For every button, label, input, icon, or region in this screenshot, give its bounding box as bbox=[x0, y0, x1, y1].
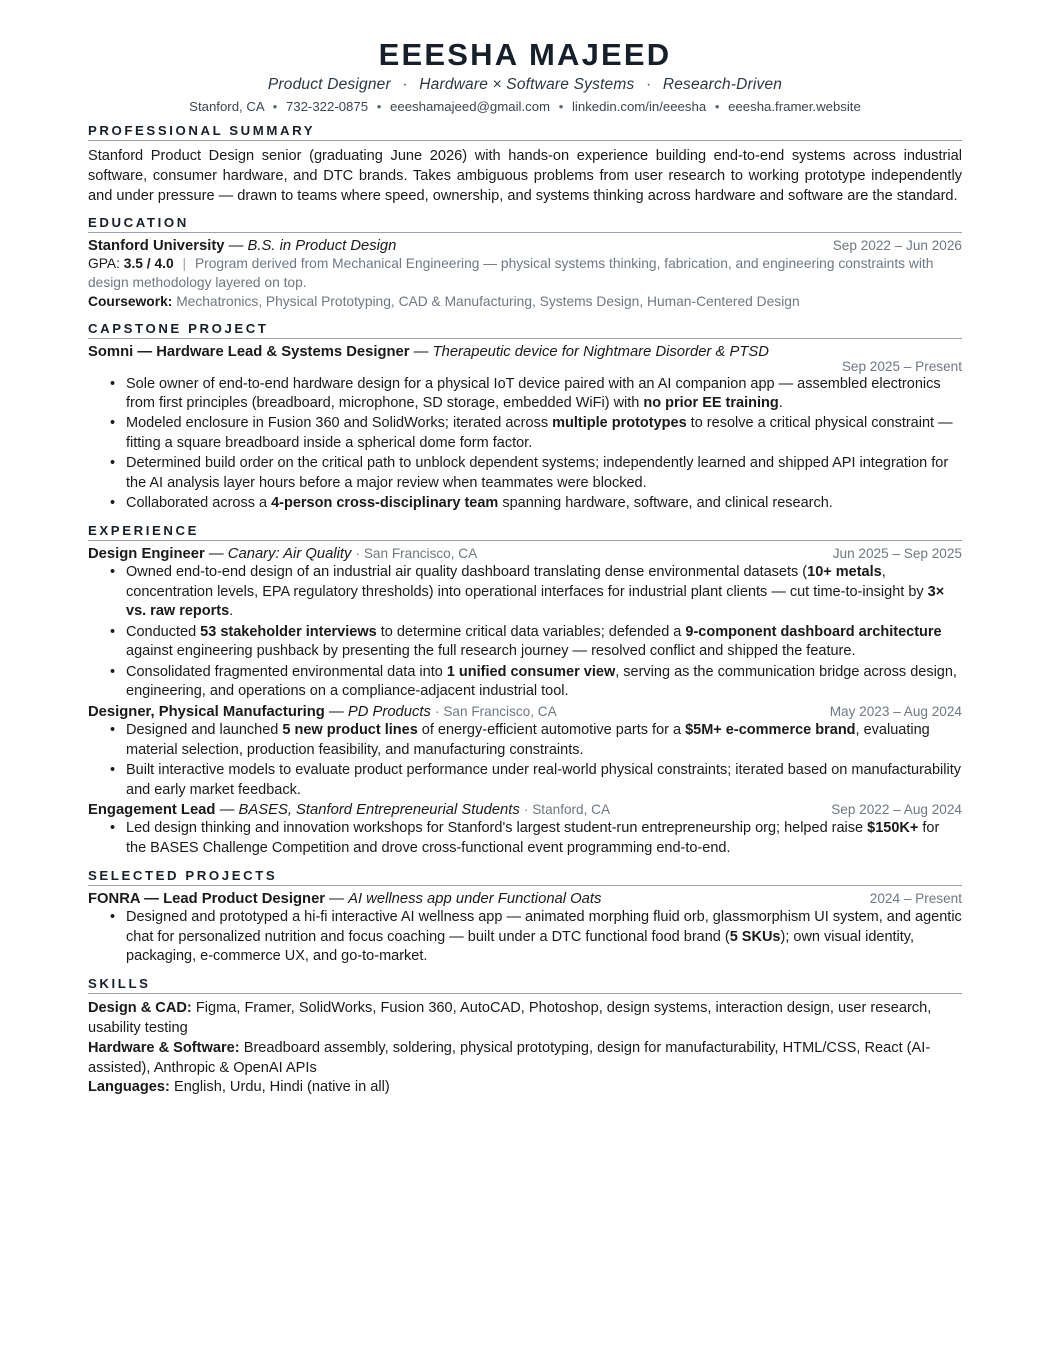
education-degree: B.S. in Product Design bbox=[247, 238, 397, 255]
capstone-dates: Sep 2025 – Present bbox=[841, 358, 962, 374]
experience-bullets bbox=[88, 563, 962, 702]
contact-separator: • bbox=[272, 99, 278, 115]
list-item: • Modeled enclosure in Fusion 360 and SolidWorks; iterated across multiple prototypes to resolve a critical physical constraint — fitting a square breadboard inside a spherical dome form factor. bbox=[110, 414, 962, 453]
skills-hardware-software bbox=[88, 1039, 962, 1079]
section-divider bbox=[88, 540, 962, 541]
experience-location: · San Francisco, CA bbox=[435, 704, 557, 720]
education-school: Stanford University bbox=[88, 238, 225, 255]
capstone-bullets bbox=[88, 375, 962, 515]
dash: — bbox=[204, 546, 228, 563]
section-title-capstone: CAPSTONE PROJECT bbox=[88, 320, 269, 336]
education-heading bbox=[88, 238, 396, 254]
project-bullets bbox=[88, 908, 962, 967]
contact-linkedin[interactable]: linkedin.com/in/eeesha bbox=[572, 99, 707, 115]
project-heading bbox=[88, 891, 601, 907]
project-subtitle: AI wellness app under Functional Oats bbox=[348, 890, 602, 907]
project-entry bbox=[88, 891, 962, 907]
experience-entry bbox=[88, 704, 962, 800]
education-dates: Sep 2022 – Jun 2026 bbox=[832, 238, 962, 254]
experience-location: · San Francisco, CA bbox=[355, 546, 478, 562]
project-name: FONRA — Lead Product Designer bbox=[88, 890, 326, 907]
gpa-label: GPA: bbox=[88, 256, 120, 272]
section-title-skills: SKILLS bbox=[88, 976, 151, 992]
candidate-tagline bbox=[88, 76, 962, 94]
skills-label: Hardware & Software: bbox=[88, 1039, 240, 1056]
list-item: • Built interactive models to evaluate product performance under real-world physical constraints; iterated based on manufacturability and early market feedback. bbox=[110, 761, 962, 800]
contact-website[interactable]: eeesha.framer.website bbox=[728, 99, 861, 115]
tagline-part-1: Product Designer bbox=[267, 76, 391, 94]
experience-role: Engagement Lead bbox=[88, 802, 216, 819]
education-gpa-line bbox=[88, 255, 962, 292]
list-item: • Designed and launched 5 new product lines of energy-efficient automotive parts for a $5M+ e-commerce brand, evaluating material selection, production feasibility, and manufacturing constraints. bbox=[110, 721, 962, 760]
contact-phone[interactable]: 732-322-0875 bbox=[285, 99, 369, 115]
list-item: • Collaborated across a 4-person cross-disciplinary team spanning hardware, software, and clinical research. bbox=[110, 494, 962, 514]
capstone-heading bbox=[88, 344, 962, 360]
education-program-note: Program derived from Mechanical Engineering — physical systems thinking, fabrication, and engineering constraints with design methodology layered on top. bbox=[88, 256, 934, 290]
skills-value: English, Urdu, Hindi (native in all) bbox=[169, 1079, 390, 1096]
section-divider bbox=[88, 993, 962, 994]
experience-entry bbox=[88, 546, 962, 702]
experience-company: Canary: Air Quality bbox=[227, 546, 352, 563]
experience-company: BASES, Stanford Entrepreneurial Students bbox=[238, 802, 520, 819]
section-education bbox=[88, 215, 962, 311]
experience-role: Designer, Physical Manufacturing bbox=[88, 704, 325, 721]
experience-dates: May 2023 – Aug 2024 bbox=[829, 704, 962, 720]
section-divider bbox=[88, 338, 962, 339]
experience-heading bbox=[88, 704, 557, 720]
list-item: • Owned end-to-end design of an industrial air quality dashboard translating dense environmental datasets (10+ metals, concentration levels, EPA regulatory thresholds) into operational interfaces for industrial plant clients — cut time-to-insight by 3× vs. raw reports. bbox=[110, 563, 962, 622]
section-title-summary: PROFESSIONAL SUMMARY bbox=[88, 123, 316, 139]
summary-text: Stanford Product Design senior (graduating June 2026) with hands-on experience building end-to-end systems across industrial software, consumer hardware, and DTC brands. Takes ambiguous problems from user research to working prototype independently and under pressure — drawn to teams where speed, ownership, and systems thinking across hardware and software are the standard. bbox=[88, 148, 962, 205]
list-item: • Sole owner of end-to-end hardware design for a physical IoT device paired with an AI companion app — assembled electronics from first principles (breadboard, microphone, SD storage, embedded WiFi) with no prior EE training. bbox=[110, 375, 962, 414]
dash: — bbox=[324, 704, 348, 721]
education-entry bbox=[88, 238, 962, 254]
gpa-value: 3.5 / 4.0 bbox=[123, 256, 174, 272]
skills-value: Figma, Framer, SolidWorks, Fusion 360, AutoCAD, Photoshop, design systems, interaction design, user research, usability testing bbox=[88, 1000, 932, 1036]
section-divider bbox=[88, 140, 962, 141]
education-coursework-line bbox=[88, 293, 962, 311]
section-experience bbox=[88, 523, 962, 859]
experience-heading bbox=[88, 546, 477, 562]
list-item: • Consolidated fragmented environmental data into 1 unified consumer view, serving as the communication bridge across design, engineering, and operations on a compliance-adjacent industrial tool. bbox=[110, 663, 962, 702]
tagline-part-2: Hardware × Software Systems bbox=[419, 76, 635, 94]
experience-heading bbox=[88, 802, 610, 818]
section-professional-summary bbox=[88, 123, 962, 206]
skills-label: Languages: bbox=[88, 1079, 170, 1096]
coursework-label: Coursework: bbox=[88, 294, 173, 310]
section-capstone-project bbox=[88, 321, 962, 515]
experience-dates: Sep 2022 – Aug 2024 bbox=[831, 802, 962, 818]
capstone-subtitle: Therapeutic device for Nightmare Disorder & PTSD bbox=[432, 343, 769, 360]
experience-bullets bbox=[88, 721, 962, 800]
list-item: • Led design thinking and innovation workshops for Stanford's largest student-run entrepreneurship org; helped raise $150K+ for the BASES Challenge Competition and drove cross-functional event programming end-to-end. bbox=[110, 819, 962, 858]
experience-entry bbox=[88, 802, 962, 858]
dash: — bbox=[409, 343, 433, 360]
project-dates: 2024 – Present bbox=[869, 890, 962, 906]
section-divider bbox=[88, 232, 962, 233]
section-selected-projects bbox=[88, 868, 962, 967]
contact-separator: • bbox=[558, 99, 564, 115]
contact-location: Stanford, CA bbox=[189, 99, 264, 115]
experience-dates: Jun 2025 – Sep 2025 bbox=[832, 546, 962, 562]
section-skills bbox=[88, 976, 962, 1098]
section-title-education: EDUCATION bbox=[88, 215, 189, 231]
experience-bullets bbox=[88, 819, 962, 858]
tagline-separator: · bbox=[402, 76, 408, 94]
pipe-separator: | bbox=[182, 256, 187, 272]
capstone-name: Somni — Hardware Lead & Systems Designer bbox=[88, 343, 410, 360]
skills-languages bbox=[88, 1078, 962, 1098]
skills-value: Breadboard assembly, soldering, physical prototyping, design for manufacturability, HTML/CSS, React (AI-assisted), Anthropic & OpenAI APIs bbox=[88, 1039, 931, 1076]
candidate-name: EEESHA MAJEED bbox=[378, 37, 672, 72]
list-item: • Designed and prototyped a hi-fi interactive AI wellness app — animated morphing fluid orb, glassmorphism UI system, and agentic chat for personalized nutrition and focus coaching — built under a DTC functional food brand (5 SKUs); own visual identity, packaging, e-commerce UX, and go-to-market. bbox=[110, 908, 962, 967]
tagline-part-3: Research-Driven bbox=[662, 76, 783, 94]
list-item: • Determined build order on the critical path to unblock dependent systems; independently learned and shipped API integration for the AI analysis layer hours before a major review when teammates were blocked. bbox=[110, 454, 962, 493]
section-title-experience: EXPERIENCE bbox=[88, 523, 200, 539]
coursework-value: Mechatronics, Physical Prototyping, CAD & Manufacturing, Systems Design, Human-Centered Design bbox=[176, 294, 800, 310]
dash: — bbox=[215, 802, 239, 819]
contact-separator: • bbox=[714, 99, 720, 115]
list-item: • Conducted 53 stakeholder interviews to determine critical data variables; defended a 9-component dashboard architecture against engineering pushback by presenting the full research journey — resolved conflict and shipped the feature. bbox=[110, 623, 962, 662]
section-divider bbox=[88, 885, 962, 886]
tagline-separator: · bbox=[645, 76, 652, 94]
skills-design-cad bbox=[88, 999, 962, 1039]
dash: — bbox=[224, 238, 248, 255]
skills-label: Design & CAD: bbox=[88, 1000, 192, 1017]
contact-line bbox=[88, 99, 962, 114]
experience-company: PD Products bbox=[347, 704, 431, 721]
contact-separator: • bbox=[376, 99, 382, 115]
section-title-projects: SELECTED PROJECTS bbox=[88, 867, 278, 883]
dash: — bbox=[325, 890, 349, 907]
experience-role: Design Engineer bbox=[88, 546, 205, 563]
experience-location: · Stanford, CA bbox=[523, 802, 611, 818]
contact-email[interactable]: eeeshamajeed@gmail.com bbox=[390, 99, 551, 115]
resume-header bbox=[88, 38, 962, 114]
